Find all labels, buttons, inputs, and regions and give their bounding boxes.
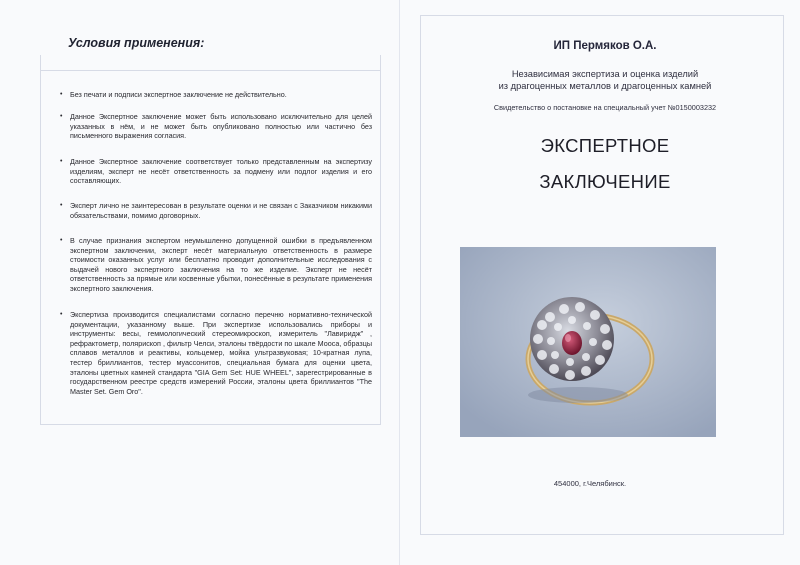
term-text: Эксперт лично не заинтересован в результате оценки и не связан с Заказчиком никакими обязательствами, помимо договорных. xyxy=(70,201,372,220)
subtitle-line: Независимая экспертиза и оценка изделий xyxy=(511,69,699,79)
bullet-icon: • xyxy=(60,202,63,209)
ring-illustration xyxy=(460,247,716,437)
ring-photo xyxy=(460,247,716,437)
term-text: Данное Экспертное заключение может быть использовано исключительно для целей указанных в нём, и не может быть опубликовано полностью или частично без письменного выражения согласия. xyxy=(70,112,372,141)
term-text: В случае признания экспертом неумышленно допущенной ошибки в предъявленном экспертном заключении, эксперт несёт материальную ответственность в размере стоимости оказанных услуг или бесплатно проводит дополнительные исследования с выдачей нового экспертного заключения на то же изделие. Эксперт не несёт ответственность за прямые или косвенные убытки, понесённые в результате применения экспертного заключения. xyxy=(70,236,372,293)
bullet-icon: • xyxy=(60,311,63,318)
term-text: Без печати и подписи экспертное заключение не действительно. xyxy=(70,90,287,99)
terms-title: Условия применения: xyxy=(68,36,205,50)
location: 454000, г.Челябинск. xyxy=(553,479,627,488)
subtitle-line: из драгоценных металлов и драгоценных камней xyxy=(498,81,712,91)
author-name: ИП Пермяков О.А. xyxy=(553,40,657,52)
bullet-icon: • xyxy=(60,237,63,244)
term-item xyxy=(60,112,372,141)
document-title: ЭКСПЕРТНОЕ xyxy=(540,135,670,156)
term-item xyxy=(60,310,372,396)
term-item xyxy=(60,90,287,100)
bullet-icon: • xyxy=(60,91,63,98)
bullet-icon: • xyxy=(60,113,63,120)
right-page xyxy=(400,0,800,565)
document-title: ЗАКЛЮЧЕНИЕ xyxy=(539,171,671,192)
term-item xyxy=(60,201,372,220)
term-item xyxy=(60,157,372,186)
term-text: Данное Экспертное заключение соответствует только представленным на экспертизу изделиям, эксперт не несёт ответственность за подмену или подлог изделия и его составляющих. xyxy=(70,157,372,186)
organization-subtitle xyxy=(460,68,750,92)
term-item xyxy=(60,236,372,294)
certificate-number: Свидетельство о постановке на специальный учет №0150003232 xyxy=(493,103,717,112)
bullet-icon: • xyxy=(60,158,63,165)
term-text: Экспертиза производится специалистами согласно перечню нормативно-технической документации, указанному выше. При экспертизе использовались приборы и инструменты: весы, геммологический стереомикроскоп, измеритель "Лавиридж" , рефрактометр, полярископ , фильтр Челси, эталоны твёрдости по шкале Мооса, образцы сплавов металлов и реактивы, кольцемер, мойка ультразвуковая; 10-кратная лупа, тестер бриллиантов, тестер муассонитов, специальная бумага для оценки цвета, эталоны цветных камней стандарта "GIA Gem Set: HUE WHEEL", зарегестрированные в государственном реестре средств измерений России, эталоны цвета бриллиантов "The Master Set. Gem Oro". xyxy=(70,310,372,396)
